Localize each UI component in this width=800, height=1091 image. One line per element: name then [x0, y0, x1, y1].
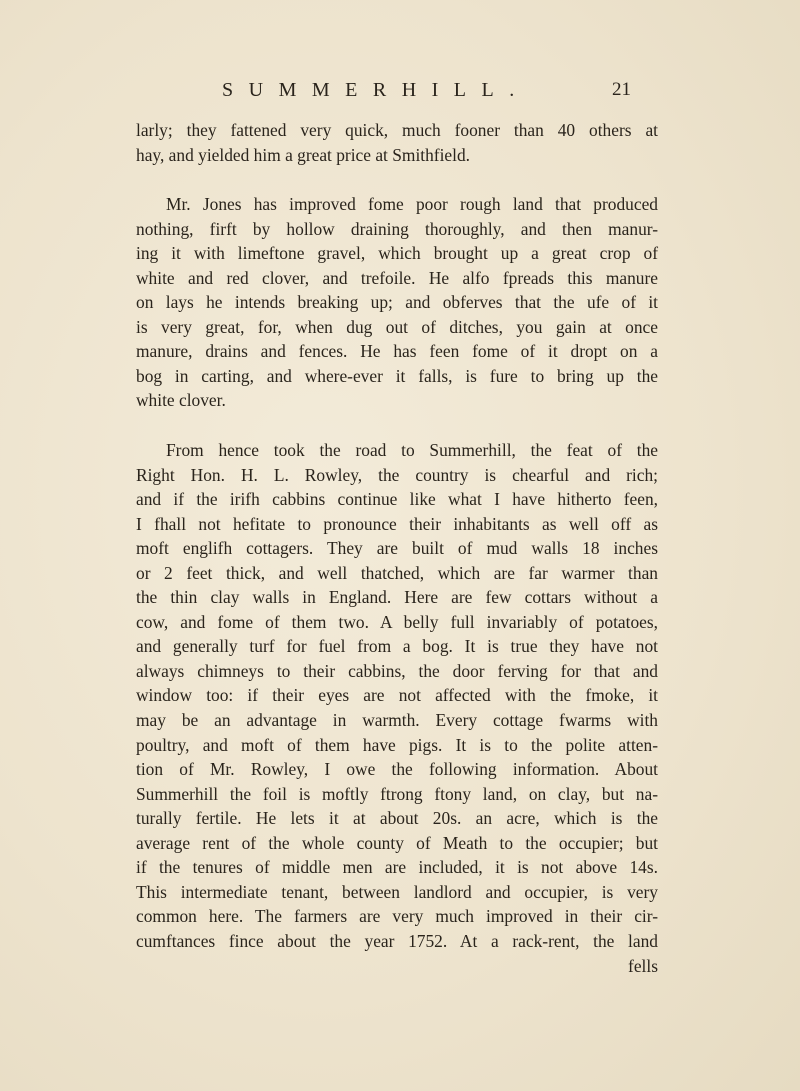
text-line: poultry, and moft of them have pigs. It is to the polite atten-: [136, 734, 658, 755]
page-number: 21: [612, 79, 631, 100]
text-line: Summerhill the foil is moftly ftrong ftony land, on clay, but na-: [136, 783, 658, 804]
text-line: cumftances fince about the year 1752. At a rack-rent, the land: [136, 930, 658, 951]
text-line: and if the irifh cabbins continue like what I have hitherto feen,: [136, 489, 658, 510]
running-head-title: SUMMERHILL.: [222, 79, 530, 101]
text-line: may be an advantage in warmth. Every cottage fwarms with: [136, 710, 658, 731]
text-line: bog in carting, and where-ever it falls, is fure to bring up the: [136, 365, 658, 386]
catchword: fells: [628, 955, 658, 976]
text-line: Mr. Jones has improved fome poor rough land that produced: [166, 194, 658, 215]
paragraph-1: [136, 118, 658, 167]
text-line: is very great, for, when dug out of ditches, you gain at once: [136, 316, 658, 337]
body-text: [136, 118, 658, 978]
text-line: if the tenures of middle men are included, it is not above 14s.: [136, 857, 658, 878]
text-line: nothing, firft by hollow draining thoroughly, and then manur-: [136, 218, 658, 239]
running-head: [0, 74, 800, 106]
text-line: ing it with limeftone gravel, which brought up a great crop of: [136, 243, 658, 264]
text-line: average rent of the whole county of Meath to the occupier; but: [136, 832, 658, 853]
text-line: common here. The farmers are very much improved in their cir-: [136, 906, 658, 927]
paragraph-2: [136, 192, 658, 413]
text-line: white clover.: [136, 390, 226, 411]
text-line: From hence took the road to Summerhill, the feat of the: [166, 440, 658, 461]
text-line: tion of Mr. Rowley, I owe the following information. About: [136, 759, 658, 780]
text-line: I fhall not hefitate to pronounce their inhabitants as well off as: [136, 513, 658, 534]
text-line: and generally turf for fuel from a bog. It is true they have not: [136, 636, 658, 657]
text-line: This intermediate tenant, between landlord and occupier, is very: [136, 881, 658, 902]
text-line: white and red clover, and trefoile. He alfo fpreads this manure: [136, 267, 658, 288]
text-line: Right Hon. H. L. Rowley, the country is chearful and rich;: [136, 464, 658, 485]
text-line: hay, and yielded him a great price at Smithfield.: [136, 144, 471, 165]
text-line: the thin clay walls in England. Here are few cottars without a: [136, 587, 658, 608]
text-line: or 2 feet thick, and well thatched, which are far warmer than: [136, 562, 658, 583]
text-line: window too: if their eyes are not affected with the fmoke, it: [136, 685, 658, 706]
text-line: on lays he intends breaking up; and obferves that the ufe of it: [136, 292, 658, 313]
text-line: moft englifh cottagers. They are built of mud walls 18 inches: [136, 538, 658, 559]
text-line: turally fertile. He lets it at about 20s. an acre, which is the: [136, 808, 658, 829]
paragraph-3: [136, 438, 658, 978]
text-line: manure, drains and fences. He has feen fome of it dropt on a: [136, 341, 658, 362]
text-line: larly; they fattened very quick, much fooner than 40 others at: [136, 120, 658, 140]
text-line: always chimneys to their cabbins, the door ferving for that and: [136, 660, 658, 681]
text-line: cow, and fome of them two. A belly full invariably of potatoes,: [136, 611, 658, 632]
